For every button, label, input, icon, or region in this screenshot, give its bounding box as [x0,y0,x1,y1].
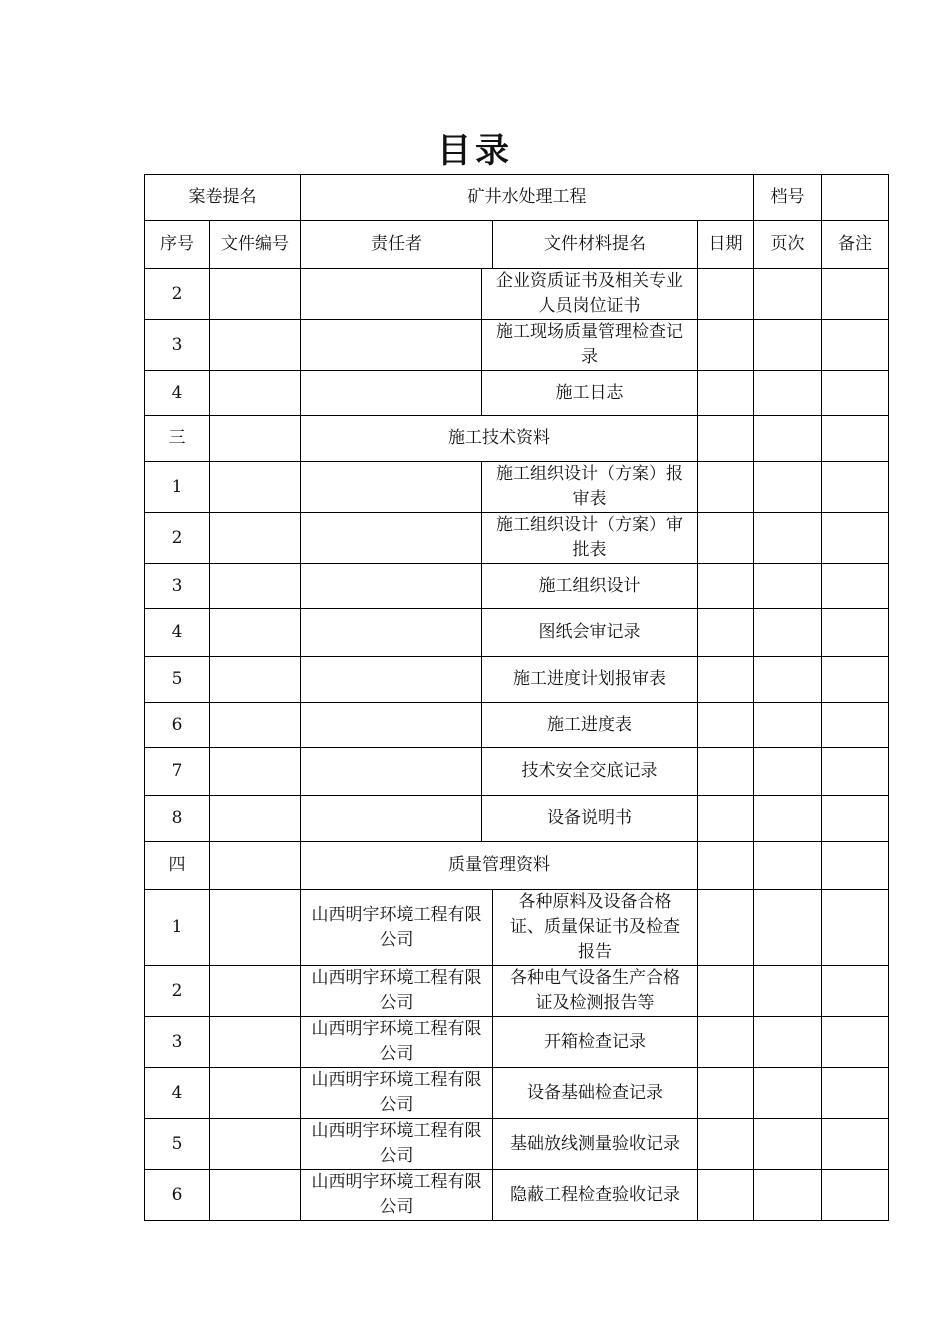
responsible-cell [301,269,482,320]
responsible-cell: 山西明宇环境工程有限公司 [301,1068,493,1119]
file-code-cell [210,796,301,842]
table-row [145,657,889,703]
file-code-cell [210,416,301,462]
material-title-cell: 施工组织设计（方案）报审表 [482,462,698,513]
note-cell [822,1170,889,1221]
page-cell [754,703,822,748]
date-cell [698,269,754,320]
responsible-cell: 山西明宇环境工程有限公司 [301,890,493,966]
column-header-row [145,221,889,269]
row-number: 7 [145,748,210,796]
responsible-cell: 山西明宇环境工程有限公司 [301,1170,493,1221]
material-title-cell: 技术安全交底记录 [482,748,698,796]
date-cell [698,657,754,703]
table-row [145,320,889,371]
responsible-cell [301,609,482,657]
responsible-cell [301,564,482,609]
catalog-table [144,174,889,1221]
responsible-cell [301,371,482,416]
responsible-cell: 山西明宇环境工程有限公司 [301,966,493,1017]
note-cell [822,513,889,564]
material-title-cell: 施工组织设计（方案）审批表 [482,513,698,564]
date-cell [698,1119,754,1170]
page-cell [754,796,822,842]
note-cell [822,890,889,966]
date-cell [698,1068,754,1119]
date-cell [698,416,754,462]
file-code-cell [210,564,301,609]
note-cell [822,1017,889,1068]
dossier-value: 矿井水处理工程 [301,175,754,221]
section-row [145,416,889,462]
table-row [145,1119,889,1170]
page-title: 目录 [437,131,513,171]
section-title: 质量管理资料 [301,842,698,890]
row-number: 2 [145,513,210,564]
page-cell [754,890,822,966]
page-cell [754,416,822,462]
note-cell [822,657,889,703]
date-cell [698,1017,754,1068]
file-code-cell [210,748,301,796]
material-title-cell: 隐蔽工程检查验收记录 [493,1170,698,1221]
column-header-code: 文件编号 [210,221,301,269]
material-title-cell: 设备说明书 [482,796,698,842]
material-title-cell: 施工现场质量管理检查记录 [482,320,698,371]
row-number: 2 [145,966,210,1017]
material-title-cell: 企业资质证书及相关专业人员岗位证书 [482,269,698,320]
row-number: 5 [145,1119,210,1170]
date-cell [698,796,754,842]
note-cell [822,748,889,796]
note-cell [822,1119,889,1170]
column-header-date: 日期 [698,221,754,269]
file-code-cell [210,609,301,657]
responsible-cell [301,657,482,703]
page-cell [754,513,822,564]
file-code-cell [210,842,301,890]
material-title-cell: 基础放线测量验收记录 [493,1119,698,1170]
note-cell [822,269,889,320]
table-row [145,371,889,416]
archive-label: 档号 [754,175,822,221]
note-cell [822,796,889,842]
note-cell [822,564,889,609]
date-cell [698,320,754,371]
row-number: 6 [145,703,210,748]
file-code-cell [210,703,301,748]
table-row [145,269,889,320]
date-cell [698,748,754,796]
file-code-cell [210,966,301,1017]
column-header-responsible: 责任者 [301,221,493,269]
row-number: 4 [145,609,210,657]
material-title-cell: 施工日志 [482,371,698,416]
responsible-cell [301,748,482,796]
date-cell [698,890,754,966]
section-number: 三 [145,416,210,462]
table-row [145,1068,889,1119]
responsible-cell [301,513,482,564]
date-cell [698,842,754,890]
page-cell [754,1017,822,1068]
table-row [145,796,889,842]
page-cell [754,1068,822,1119]
table-row [145,462,889,513]
column-header-page: 页次 [754,221,822,269]
table-row [145,966,889,1017]
row-number: 3 [145,564,210,609]
file-code-cell [210,320,301,371]
date-cell [698,371,754,416]
section-row [145,842,889,890]
page-cell [754,320,822,371]
note-cell [822,966,889,1017]
date-cell [698,462,754,513]
file-code-cell [210,657,301,703]
archive-value [822,175,889,221]
page-cell [754,966,822,1017]
column-header-title: 文件材料提名 [493,221,698,269]
file-code-cell [210,1119,301,1170]
table-row [145,609,889,657]
row-number: 1 [145,462,210,513]
material-title-cell: 图纸会审记录 [482,609,698,657]
responsible-cell [301,320,482,371]
file-code-cell [210,890,301,966]
table-row [145,1017,889,1068]
column-header-note: 备注 [822,221,889,269]
note-cell [822,703,889,748]
date-cell [698,564,754,609]
responsible-cell [301,796,482,842]
row-number: 1 [145,890,210,966]
section-title: 施工技术资料 [301,416,698,462]
page-cell [754,657,822,703]
header-row-dossier [145,175,889,221]
table-row [145,748,889,796]
note-cell [822,371,889,416]
table-row [145,1170,889,1221]
file-code-cell [210,371,301,416]
page-cell [754,609,822,657]
note-cell [822,320,889,371]
material-title-cell: 各种原料及设备合格证、质量保证书及检查报告 [493,890,698,966]
material-title-cell: 开箱检查记录 [493,1017,698,1068]
file-code-cell [210,462,301,513]
page-cell [754,564,822,609]
row-number: 6 [145,1170,210,1221]
page-cell [754,1170,822,1221]
file-code-cell [210,1068,301,1119]
row-number: 3 [145,1017,210,1068]
file-code-cell [210,1170,301,1221]
material-title-cell: 施工进度表 [482,703,698,748]
row-number: 2 [145,269,210,320]
page-cell [754,269,822,320]
dossier-label: 案卷提名 [145,175,301,221]
column-header-no: 序号 [145,221,210,269]
date-cell [698,1170,754,1221]
material-title-cell: 施工进度计划报审表 [482,657,698,703]
date-cell [698,966,754,1017]
responsible-cell: 山西明宇环境工程有限公司 [301,1119,493,1170]
table-row [145,513,889,564]
responsible-cell [301,462,482,513]
page-cell [754,371,822,416]
note-cell [822,416,889,462]
row-number: 4 [145,371,210,416]
date-cell [698,609,754,657]
note-cell [822,1068,889,1119]
section-number: 四 [145,842,210,890]
row-number: 4 [145,1068,210,1119]
material-title-cell: 各种电气设备生产合格证及检测报告等 [493,966,698,1017]
file-code-cell [210,513,301,564]
note-cell [822,609,889,657]
file-code-cell [210,1017,301,1068]
responsible-cell [301,703,482,748]
date-cell [698,513,754,564]
note-cell [822,842,889,890]
material-title-cell: 施工组织设计 [482,564,698,609]
table-row [145,703,889,748]
page-cell [754,748,822,796]
date-cell [698,703,754,748]
table-row [145,890,889,966]
note-cell [822,462,889,513]
responsible-cell: 山西明宇环境工程有限公司 [301,1017,493,1068]
row-number: 5 [145,657,210,703]
table-row [145,564,889,609]
page-cell [754,842,822,890]
page-cell [754,1119,822,1170]
material-title-cell: 设备基础检查记录 [493,1068,698,1119]
page-cell [754,462,822,513]
row-number: 3 [145,320,210,371]
row-number: 8 [145,796,210,842]
file-code-cell [210,269,301,320]
